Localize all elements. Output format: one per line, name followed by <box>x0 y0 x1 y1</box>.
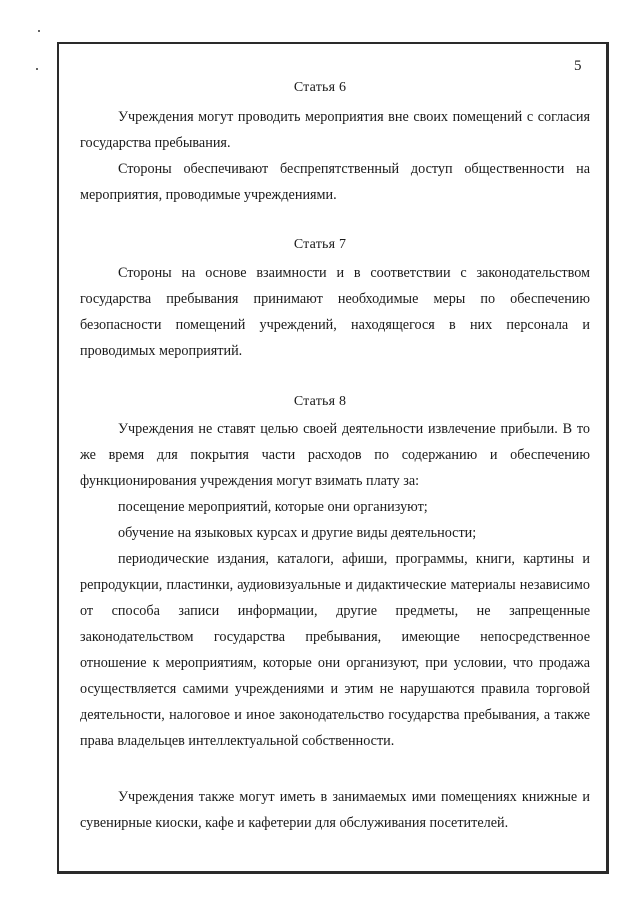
article-8-paragraph-4: периодические издания, каталоги, афиши, программы, книги, картины и репродукции, пластинки, аудиовизуальные и дидактические материалы независимо от способа записи информации, другие предметы, не запрещенные законодательством государства пребывания, имеющие непосредственное отношение к мероприятиям, которые они организуют, при условии, что продажа осуществляется самими учреждениями и этим не нарушаются правила торговой деятельности, налоговое и иное законодательство государства пребывания, а также права владельцев интеллектуальной собственности. <box>80 551 590 749</box>
page-number: 5 <box>574 58 582 74</box>
article-6-heading: Статья 6 <box>293 80 347 95</box>
scan-speck <box>36 68 38 70</box>
article-8-heading: Статья 8 <box>293 394 347 409</box>
article-8-paragraph-5: Учреждения также могут иметь в занимаемых ими помещениях книжные и сувенирные киоски, кафе и кафетерии для обслуживания посетителей. <box>80 789 590 831</box>
scan-speck <box>38 30 40 32</box>
article-8-paragraph-3: обучение на языковых курсах и другие виды деятельности; <box>118 525 477 541</box>
article-7-paragraph-1: Стороны на основе взаимности и в соответствии с законодательством государства пребывания принимают необходимые меры по обеспечению безопасности помещений учреждений, находящегося в них персонала и проводимых мероприятий. <box>80 265 590 359</box>
article-6-paragraph-2: Стороны обеспечивают беспрепятственный доступ общественности на мероприятия, проводимые учреждениями. <box>80 161 590 203</box>
article-8-paragraph-1: Учреждения не ставят целью своей деятельности извлечение прибыли. В то же время для покрытия части расходов по содержанию и обеспечению функционирования учреждения могут взимать плату за: <box>80 421 590 489</box>
article-7-heading: Статья 7 <box>293 237 347 252</box>
article-6-paragraph-1: Учреждения могут проводить мероприятия вне своих помещений с согласия государства пребывания. <box>80 109 590 151</box>
article-8-paragraph-2: посещение мероприятий, которые они организуют; <box>118 499 428 515</box>
